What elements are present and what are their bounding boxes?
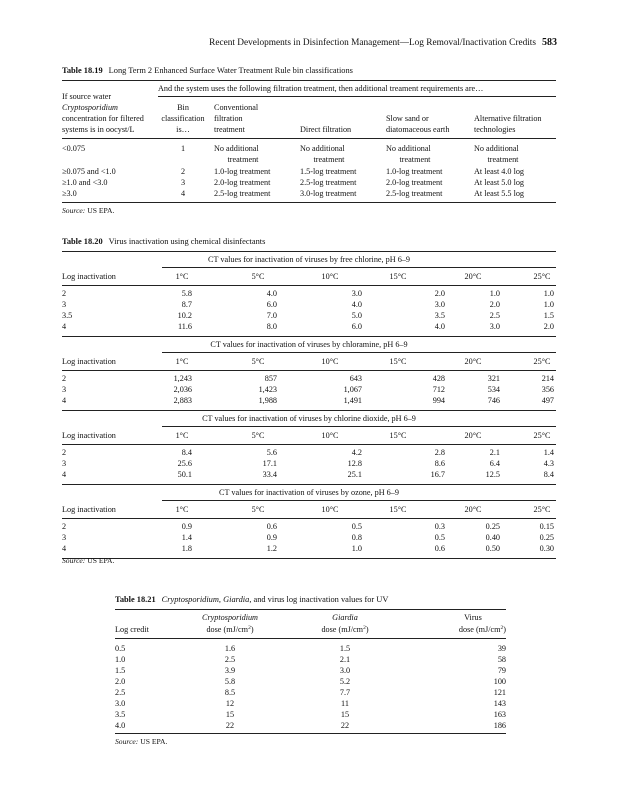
section-top-rule bbox=[62, 410, 556, 411]
table-cell-ct-value: 0.6 bbox=[434, 544, 445, 553]
header-temperature: 20°C bbox=[464, 505, 482, 514]
table-row-log: 4 bbox=[62, 544, 67, 553]
header-bottom-rule bbox=[62, 138, 556, 139]
header-temperature: 10°C bbox=[321, 357, 339, 366]
header-temperature: 10°C bbox=[321, 272, 339, 281]
header-temperature: 1°C bbox=[175, 431, 189, 440]
table-cell-ct-value: 857 bbox=[264, 374, 277, 383]
header-temperature: 5°C bbox=[251, 272, 265, 281]
table-row-1-direct-a: No additional bbox=[300, 144, 345, 153]
table-cell-ct-value: 0.30 bbox=[539, 544, 554, 553]
table-row-log-credit: 3.5 bbox=[115, 710, 126, 719]
header-conventional-1: Conventional bbox=[214, 103, 259, 112]
page-number: 583 bbox=[542, 37, 557, 48]
header-bottom-rule bbox=[62, 370, 556, 371]
table-cell-virus-dose: 121 bbox=[493, 688, 506, 697]
header-temperature: 1°C bbox=[175, 505, 189, 514]
table-row-1-slow-b: treatment bbox=[399, 155, 431, 164]
table-row-log: 3 bbox=[62, 385, 67, 394]
table-cell-crypto-dose: 5.8 bbox=[224, 677, 236, 686]
table-cell-virus-dose: 39 bbox=[497, 644, 506, 653]
table-row-2-direct: 1.5-log treatment bbox=[300, 167, 357, 176]
header-temperature: 15°C bbox=[389, 357, 407, 366]
table-cell-ct-value: 4.0 bbox=[434, 322, 445, 331]
table-cell-virus-dose: 186 bbox=[493, 721, 506, 730]
header-bin-1: Bin bbox=[177, 103, 189, 112]
header-bottom-rule bbox=[62, 285, 556, 286]
table-cell-ct-value: 2.0 bbox=[489, 300, 500, 309]
header-temperature: 20°C bbox=[464, 431, 482, 440]
table-number: Table 18.21 bbox=[115, 595, 156, 604]
table-cell-ct-value: 0.8 bbox=[351, 533, 362, 542]
table-row-log: 2 bbox=[62, 374, 67, 383]
table-cell-ct-value: 643 bbox=[349, 374, 362, 383]
section-title: CT values for inactivation of viruses by free chlorine, pH 6–9 bbox=[208, 255, 410, 264]
running-head bbox=[62, 37, 557, 51]
table-cell-crypto-dose: 15 bbox=[225, 710, 235, 719]
header-temperature: 25°C bbox=[533, 505, 551, 514]
section-title: CT values for inactivation of viruses by chloramine, pH 6–9 bbox=[210, 340, 408, 349]
header-temperature: 5°C bbox=[251, 505, 265, 514]
table-18-21-source bbox=[115, 737, 167, 746]
header-temperature: 15°C bbox=[389, 431, 407, 440]
table-row-3-conventional: 2.0-log treatment bbox=[214, 178, 271, 187]
table-cell-ct-value: 2,883 bbox=[173, 396, 192, 405]
table-cell-ct-value: 0.5 bbox=[434, 533, 445, 542]
table-cell-ct-value: 10.2 bbox=[177, 311, 192, 320]
table-row-4-direct: 3.0-log treatment bbox=[300, 189, 357, 198]
table-bottom-rule bbox=[62, 202, 556, 203]
header-log-inactivation: Log inactivation bbox=[62, 357, 116, 366]
table-cell-ct-value: 746 bbox=[487, 396, 500, 405]
header-crypto-dose: dose $(mJ/cm^2)$ bbox=[206, 625, 254, 634]
table-cell-ct-value: 8.7 bbox=[181, 300, 192, 309]
table-cell-ct-value: 5.6 bbox=[266, 448, 277, 457]
table-cell-ct-value: 2,036 bbox=[173, 385, 192, 394]
table-cell-ct-value: 3.0 bbox=[489, 322, 500, 331]
table-cell-virus-dose: 143 bbox=[493, 699, 506, 708]
table-cell-ct-value: 3.0 bbox=[434, 300, 445, 309]
header-slow-sand-1: Slow sand or bbox=[386, 114, 429, 123]
table-cell-ct-value: 4.0 bbox=[351, 300, 362, 309]
table-row-log-credit: 1.5 bbox=[115, 666, 126, 675]
table-row-1-bin: 1 bbox=[180, 144, 186, 153]
header-temperature: 20°C bbox=[464, 357, 482, 366]
table-row-3-slow: 2.0-log treatment bbox=[386, 178, 443, 187]
table-cell-crypto-dose: 8.5 bbox=[224, 688, 236, 697]
table-row-3-bin: 3 bbox=[180, 178, 186, 187]
table-cell-virus-dose: 163 bbox=[493, 710, 506, 719]
header-cryptosporidium: Cryptosporidium bbox=[202, 613, 258, 622]
table-cell-ct-value: 1,423 bbox=[258, 385, 277, 394]
table-row-3-direct: 2.5-log treatment bbox=[300, 178, 357, 187]
table-cell-virus-dose: 100 bbox=[493, 677, 506, 686]
table-cell-ct-value: 4.0 bbox=[266, 289, 277, 298]
header-log-inactivation: Log inactivation bbox=[62, 272, 116, 281]
table-row-log-credit: 0.5 bbox=[115, 644, 126, 653]
table-row-log: 2 bbox=[62, 522, 67, 531]
table-cell-ct-value: 0.25 bbox=[485, 522, 500, 531]
table-row-log: 3 bbox=[62, 533, 67, 542]
table-bottom-rule bbox=[62, 558, 556, 559]
table-cell-ct-value: 1.4 bbox=[181, 533, 192, 542]
table-caption-text: Virus inactivation using chemical disinfectants bbox=[108, 237, 266, 246]
table-cell-giardia-dose: 2.1 bbox=[339, 655, 351, 664]
table-cell-ct-value: 11.6 bbox=[177, 322, 192, 331]
table-18-19-spanner: And the system uses the following filtration treatment, then additional treament requirements are… bbox=[158, 84, 484, 93]
header-source-water: If source water bbox=[62, 92, 112, 101]
table-cell-ct-value: 0.50 bbox=[485, 544, 500, 553]
table-cell-ct-value: 8.4 bbox=[181, 448, 192, 457]
table-cell-ct-value: 428 bbox=[432, 374, 445, 383]
table-cell-ct-value: 1,988 bbox=[258, 396, 277, 405]
header-bottom-rule bbox=[62, 518, 556, 519]
header-bottom-rule bbox=[115, 638, 506, 639]
table-cell-giardia-dose: 22 bbox=[340, 721, 350, 730]
table-row-2-alt: At least 4.0 log bbox=[474, 167, 525, 176]
table-cell-ct-value: 1.0 bbox=[543, 289, 554, 298]
section-title: CT values for inactivation of viruses by ozone, pH 6–9 bbox=[219, 488, 399, 497]
table-row-3-alt: At least 5.0 log bbox=[474, 178, 525, 187]
section-top-rule bbox=[62, 251, 556, 252]
table-row-log: 3 bbox=[62, 300, 67, 309]
header-bin-2: classification bbox=[161, 114, 205, 123]
table-row-4-slow: 2.5-log treatment bbox=[386, 189, 443, 198]
table-18-19-source bbox=[62, 206, 114, 215]
table-cell-ct-value: 25.6 bbox=[177, 459, 192, 468]
table-cell-ct-value: 6.4 bbox=[489, 459, 500, 468]
source-label: Source: bbox=[62, 556, 86, 565]
header-temperature: 15°C bbox=[389, 505, 407, 514]
table-cell-ct-value: 994 bbox=[432, 396, 445, 405]
table-row-log: 4 bbox=[62, 322, 67, 331]
table-cell-ct-value: 0.5 bbox=[351, 522, 362, 531]
table-cell-ct-value: 0.3 bbox=[434, 522, 445, 531]
table-cell-ct-value: 5.8 bbox=[181, 289, 192, 298]
table-cell-ct-value: 1.5 bbox=[543, 311, 554, 320]
table-row-4-conventional: 2.5-log treatment bbox=[214, 189, 271, 198]
table-18-19-caption bbox=[62, 66, 353, 75]
table-cell-ct-value: 6.0 bbox=[351, 322, 362, 331]
table-cell-ct-value: 12.5 bbox=[485, 470, 500, 479]
header-alternative-1: Alternative filtration bbox=[474, 114, 542, 123]
table-cell-ct-value: 25.1 bbox=[347, 470, 362, 479]
table-cell-ct-value: 321 bbox=[487, 374, 500, 383]
table-cell-ct-value: 1.2 bbox=[266, 544, 277, 553]
table-row-1-concentration: <0.075 bbox=[62, 144, 86, 153]
table-cell-ct-value: 50.1 bbox=[177, 470, 192, 479]
table-row-1-direct-b: treatment bbox=[313, 155, 345, 164]
table-cell-ct-value: 0.6 bbox=[266, 522, 277, 531]
table-number: Table 18.20 bbox=[62, 237, 103, 246]
section-title-rule bbox=[162, 500, 556, 501]
caption-rest: , and virus log inactivation values for UV bbox=[249, 595, 389, 604]
table-cell-giardia-dose: 1.5 bbox=[339, 644, 351, 653]
header-slow-sand-2: diatomaceous earth bbox=[386, 125, 450, 134]
table-row-log: 3 bbox=[62, 459, 67, 468]
table-cell-giardia-dose: 7.7 bbox=[339, 688, 351, 697]
header-temperature: 10°C bbox=[321, 431, 339, 440]
table-cell-ct-value: 0.40 bbox=[485, 533, 500, 542]
caption-giardia: Giardia bbox=[223, 595, 250, 604]
table-cell-giardia-dose: 15 bbox=[340, 710, 350, 719]
table-top-rule bbox=[62, 80, 556, 81]
table-row-4-bin: 4 bbox=[180, 189, 186, 198]
header-units: systems is in oocyst/L bbox=[62, 125, 135, 134]
table-cell-ct-value: 2.1 bbox=[489, 448, 500, 457]
table-row-log: 2 bbox=[62, 289, 67, 298]
table-cell-ct-value: 1,243 bbox=[173, 374, 192, 383]
table-caption-text: Long Term 2 Enhanced Surface Water Treatment Rule bin classifications bbox=[108, 66, 353, 75]
header-virus-dose: dose $(mJ/cm^2)$ bbox=[458, 625, 506, 634]
table-cell-ct-value: 1,067 bbox=[343, 385, 362, 394]
header-cryptosporidium: Cryptosporidium bbox=[62, 103, 118, 112]
section-top-rule bbox=[62, 484, 556, 485]
table-row-log-credit: 3.0 bbox=[115, 699, 126, 708]
table-row-log: 2 bbox=[62, 448, 67, 457]
table-cell-ct-value: 534 bbox=[487, 385, 500, 394]
table-cell-ct-value: 4.3 bbox=[543, 459, 554, 468]
table-top-rule bbox=[115, 609, 506, 610]
table-cell-crypto-dose: 12 bbox=[225, 699, 235, 708]
header-temperature: 1°C bbox=[175, 272, 189, 281]
table-cell-ct-value: 2.0 bbox=[434, 289, 445, 298]
table-cell-giardia-dose: 3.0 bbox=[339, 666, 351, 675]
header-temperature: 10°C bbox=[321, 505, 339, 514]
table-cell-ct-value: 8.4 bbox=[543, 470, 554, 479]
table-row-1-conventional-a: No additional bbox=[214, 144, 259, 153]
table-row-2-bin: 2 bbox=[180, 167, 186, 176]
table-cell-ct-value: 0.15 bbox=[539, 522, 554, 531]
section-title-rule bbox=[162, 426, 556, 427]
table-cell-giardia-dose: 11 bbox=[341, 699, 349, 708]
table-row-1-slow-a: No additional bbox=[386, 144, 431, 153]
table-cell-virus-dose: 79 bbox=[497, 666, 506, 675]
table-cell-ct-value: 1.4 bbox=[543, 448, 554, 457]
table-cell-ct-value: 1.0 bbox=[543, 300, 554, 309]
table-bottom-rule bbox=[115, 733, 506, 734]
table-row-log-credit: 4.0 bbox=[115, 721, 126, 730]
section-top-rule bbox=[62, 336, 556, 337]
header-log-credit: Log credit bbox=[115, 625, 149, 634]
section-title: CT values for inactivation of viruses by chlorine dioxide, pH 6–9 bbox=[202, 414, 416, 423]
header-temperature: 5°C bbox=[251, 357, 265, 366]
table-row-2-slow: 1.0-log treatment bbox=[386, 167, 443, 176]
table-18-20-source bbox=[62, 556, 114, 565]
table-cell-ct-value: 3.5 bbox=[434, 311, 445, 320]
table-cell-ct-value: 356 bbox=[541, 385, 554, 394]
header-concentration: concentration for filtered bbox=[62, 114, 144, 123]
source-label: Source: bbox=[62, 206, 86, 215]
header-giardia-dose: dose $(mJ/cm^2)$ bbox=[321, 625, 369, 634]
header-bin-3: is… bbox=[176, 125, 190, 134]
table-row-4-concentration: ≥3.0 bbox=[62, 189, 77, 198]
source-text: US EPA. bbox=[87, 556, 115, 565]
table-row-log-credit: 1.0 bbox=[115, 655, 126, 664]
table-row-2-concentration: ≥0.075 and <1.0 bbox=[62, 167, 116, 176]
table-cell-ct-value: 7.0 bbox=[266, 311, 277, 320]
spanner-rule bbox=[158, 96, 556, 97]
header-log-inactivation: Log inactivation bbox=[62, 431, 116, 440]
table-cell-ct-value: 1,491 bbox=[343, 396, 362, 405]
table-cell-ct-value: 1.0 bbox=[351, 544, 362, 553]
table-cell-ct-value: 17.1 bbox=[262, 459, 277, 468]
table-cell-ct-value: 0.9 bbox=[181, 522, 192, 531]
header-temperature: 1°C bbox=[175, 357, 189, 366]
header-conventional-3: treatment bbox=[214, 125, 245, 134]
header-temperature: 20°C bbox=[464, 272, 482, 281]
table-row-log: 3.5 bbox=[62, 311, 73, 320]
table-cell-ct-value: 712 bbox=[432, 385, 445, 394]
table-cell-virus-dose: 58 bbox=[497, 655, 506, 664]
table-cell-ct-value: 1.0 bbox=[489, 289, 500, 298]
table-cell-ct-value: 8.0 bbox=[266, 322, 277, 331]
table-cell-crypto-dose: 3.9 bbox=[224, 666, 236, 675]
header-temperature: 25°C bbox=[533, 431, 551, 440]
table-cell-ct-value: 1.8 bbox=[181, 544, 192, 553]
table-cell-crypto-dose: 2.5 bbox=[224, 655, 236, 664]
running-head-title: Recent Developments in Disinfection Management—Log Removal/Inactivation Credits bbox=[209, 38, 536, 48]
table-row-1-alt-b: treatment bbox=[487, 155, 519, 164]
table-18-20-caption bbox=[62, 237, 265, 246]
header-alternative-2: technologies bbox=[474, 125, 516, 134]
source-text: US EPA. bbox=[87, 206, 115, 215]
table-cell-ct-value: 12.8 bbox=[347, 459, 362, 468]
caption-separator: , bbox=[218, 595, 224, 604]
table-row-1-conventional-b: treatment bbox=[227, 155, 259, 164]
table-cell-ct-value: 497 bbox=[541, 396, 554, 405]
table-cell-ct-value: 33.4 bbox=[262, 470, 277, 479]
header-direct-filtration: Direct filtration bbox=[300, 125, 352, 134]
header-temperature: 5°C bbox=[251, 431, 265, 440]
table-cell-ct-value: 16.7 bbox=[430, 470, 445, 479]
header-virus: Virus bbox=[464, 613, 482, 622]
table-cell-crypto-dose: 22 bbox=[225, 721, 235, 730]
table-cell-ct-value: 0.25 bbox=[539, 533, 554, 542]
table-cell-ct-value: 4.2 bbox=[351, 448, 362, 457]
source-text: US EPA. bbox=[140, 737, 168, 746]
table-row-2-conventional: 1.0-log treatment bbox=[214, 167, 271, 176]
table-row-1-alt-a: No additional bbox=[474, 144, 519, 153]
table-cell-ct-value: 2.8 bbox=[434, 448, 445, 457]
table-cell-ct-value: 8.6 bbox=[434, 459, 445, 468]
table-row-log-credit: 2.5 bbox=[115, 688, 126, 697]
table-cell-ct-value: 214 bbox=[541, 374, 554, 383]
table-row-log-credit: 2.0 bbox=[115, 677, 126, 686]
table-18-21-caption bbox=[115, 595, 388, 604]
table-row-3-concentration: ≥1.0 and <3.0 bbox=[62, 178, 108, 187]
table-cell-ct-value: 2.0 bbox=[543, 322, 554, 331]
section-title-rule bbox=[162, 352, 556, 353]
table-number: Table 18.19 bbox=[62, 66, 103, 75]
table-cell-ct-value: 2.5 bbox=[489, 311, 500, 320]
table-row-4-alt: At least 5.5 log bbox=[474, 189, 525, 198]
header-temperature: 15°C bbox=[389, 272, 407, 281]
header-bottom-rule bbox=[62, 444, 556, 445]
table-cell-crypto-dose: 1.6 bbox=[224, 644, 236, 653]
table-cell-ct-value: 5.0 bbox=[351, 311, 362, 320]
caption-cryptosporidium: Cryptosporidium bbox=[161, 595, 219, 604]
header-temperature: 25°C bbox=[533, 357, 551, 366]
header-log-inactivation: Log inactivation bbox=[62, 505, 116, 514]
section-title-rule bbox=[162, 267, 556, 268]
table-cell-ct-value: 6.0 bbox=[266, 300, 277, 309]
table-row-log: 4 bbox=[62, 396, 67, 405]
header-giardia: Giardia bbox=[332, 613, 358, 622]
header-temperature: 25°C bbox=[533, 272, 551, 281]
table-cell-ct-value: 0.9 bbox=[266, 533, 277, 542]
table-row-log: 4 bbox=[62, 470, 67, 479]
table-cell-giardia-dose: 5.2 bbox=[339, 677, 351, 686]
table-cell-ct-value: 3.0 bbox=[351, 289, 362, 298]
source-label: Source: bbox=[115, 737, 139, 746]
header-conventional-2: filtration bbox=[214, 114, 243, 123]
